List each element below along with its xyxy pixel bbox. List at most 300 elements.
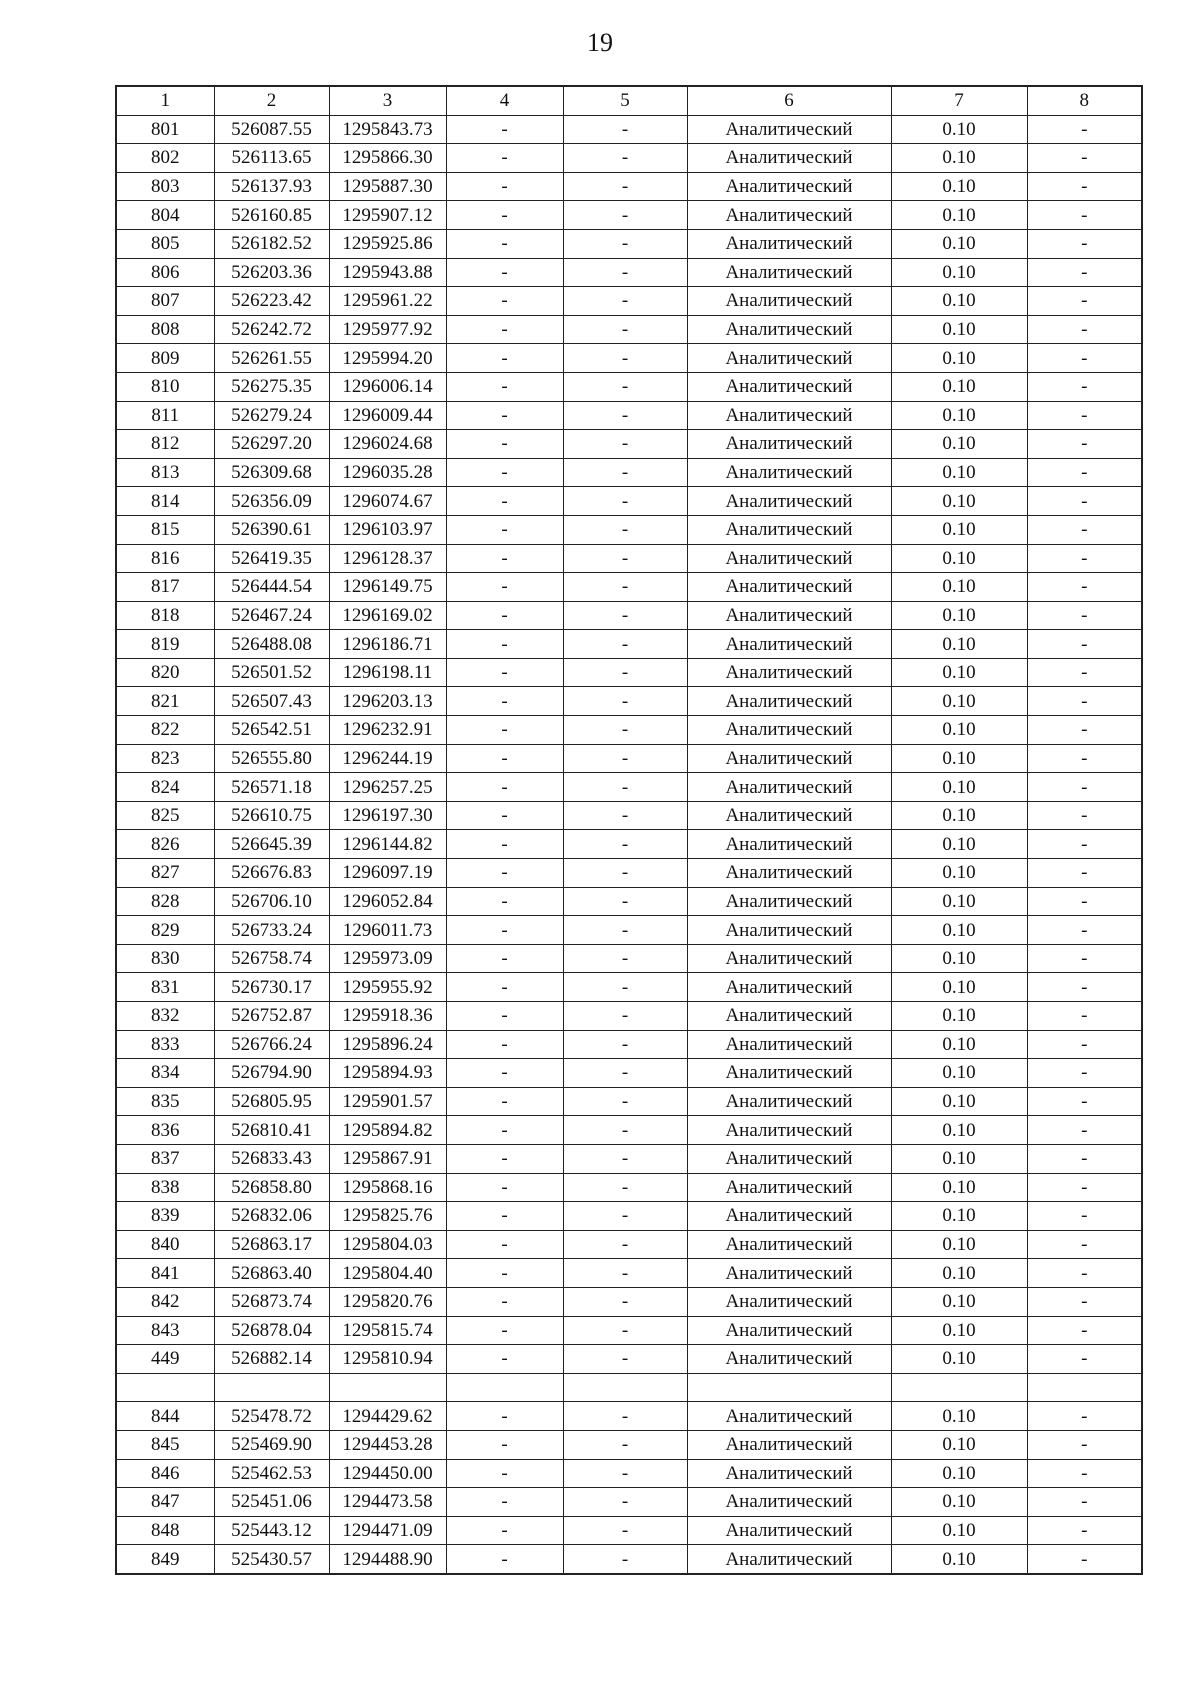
cell-col-4: - bbox=[446, 687, 563, 716]
cell-point-number: 813 bbox=[116, 458, 214, 487]
column-header-2: 2 bbox=[214, 86, 329, 115]
cell-x-coordinate: 526810.41 bbox=[214, 1116, 329, 1145]
cell-y-coordinate: 1295894.93 bbox=[329, 1059, 446, 1088]
cell-col-4: - bbox=[446, 601, 563, 630]
cell-accuracy: 0.10 bbox=[891, 1230, 1027, 1259]
cell-col-8: - bbox=[1027, 401, 1142, 430]
cell-point-number: 806 bbox=[116, 258, 214, 287]
cell-point-number: 801 bbox=[116, 115, 214, 144]
cell-col-8: - bbox=[1027, 1488, 1142, 1517]
cell-col-5: - bbox=[563, 1202, 687, 1231]
cell-col-8: - bbox=[1027, 916, 1142, 945]
cell-y-coordinate: 1296074.67 bbox=[329, 487, 446, 516]
cell-point-number: 849 bbox=[116, 1545, 214, 1574]
cell-x-coordinate: 526873.74 bbox=[214, 1287, 329, 1316]
cell-point-number: 827 bbox=[116, 859, 214, 888]
cell-y-coordinate: 1294453.28 bbox=[329, 1430, 446, 1459]
cell-method: Аналитический bbox=[687, 1059, 891, 1088]
table-row bbox=[116, 344, 1142, 373]
table-row bbox=[116, 973, 1142, 1002]
cell-accuracy: 0.10 bbox=[891, 144, 1027, 173]
cell-col-5: - bbox=[563, 1402, 687, 1431]
cell-method: Аналитический bbox=[687, 887, 891, 916]
cell-col-8: - bbox=[1027, 658, 1142, 687]
cell-method: Аналитический bbox=[687, 458, 891, 487]
table-row bbox=[116, 830, 1142, 859]
cell-col-5: - bbox=[563, 916, 687, 945]
cell-col-5: - bbox=[563, 830, 687, 859]
cell-x-coordinate: 526203.36 bbox=[214, 258, 329, 287]
cell-col-8: - bbox=[1027, 573, 1142, 602]
table-row bbox=[116, 916, 1142, 945]
cell-method: Аналитический bbox=[687, 916, 891, 945]
cell-method: Аналитический bbox=[687, 1402, 891, 1431]
cell-col-5: - bbox=[563, 1316, 687, 1345]
cell-point-number: 820 bbox=[116, 658, 214, 687]
cell-col-4: - bbox=[446, 430, 563, 459]
cell-y-coordinate: 1295896.24 bbox=[329, 1030, 446, 1059]
cell-x-coordinate: 526794.90 bbox=[214, 1059, 329, 1088]
cell-point-number: 818 bbox=[116, 601, 214, 630]
cell-y-coordinate: 1294429.62 bbox=[329, 1402, 446, 1431]
cell-accuracy: 0.10 bbox=[891, 1345, 1027, 1374]
cell-accuracy: 0.10 bbox=[891, 544, 1027, 573]
cell-col-5: - bbox=[563, 487, 687, 516]
cell-point-number: 830 bbox=[116, 944, 214, 973]
cell-col-5: - bbox=[563, 773, 687, 802]
cell-accuracy: 0.10 bbox=[891, 944, 1027, 973]
cell-x-coordinate: 526733.24 bbox=[214, 916, 329, 945]
cell-col-4: - bbox=[446, 630, 563, 659]
cell-col-8: - bbox=[1027, 944, 1142, 973]
cell-col-8: - bbox=[1027, 716, 1142, 745]
cell-accuracy: 0.10 bbox=[891, 1545, 1027, 1574]
cell-y-coordinate: 1296052.84 bbox=[329, 887, 446, 916]
cell-col-4: - bbox=[446, 258, 563, 287]
cell-accuracy: 0.10 bbox=[891, 1430, 1027, 1459]
table-row bbox=[116, 1030, 1142, 1059]
cell-col-4 bbox=[446, 1373, 563, 1402]
table-row bbox=[116, 1402, 1142, 1431]
table-row bbox=[116, 630, 1142, 659]
cell-x-coordinate: 526645.39 bbox=[214, 830, 329, 859]
cell-col-4: - bbox=[446, 1316, 563, 1345]
cell-col-4: - bbox=[446, 716, 563, 745]
cell-col-4: - bbox=[446, 1087, 563, 1116]
cell-y-coordinate: 1295961.22 bbox=[329, 287, 446, 316]
cell-x-coordinate: 526261.55 bbox=[214, 344, 329, 373]
cell-col-5: - bbox=[563, 1230, 687, 1259]
column-header-8: 8 bbox=[1027, 86, 1142, 115]
table-row bbox=[116, 716, 1142, 745]
cell-col-8: - bbox=[1027, 1545, 1142, 1574]
cell-x-coordinate: 526858.80 bbox=[214, 1173, 329, 1202]
cell-accuracy: 0.10 bbox=[891, 1259, 1027, 1288]
cell-col-5: - bbox=[563, 1516, 687, 1545]
cell-x-coordinate: 525443.12 bbox=[214, 1516, 329, 1545]
cell-col-8: - bbox=[1027, 201, 1142, 230]
table-row bbox=[116, 1087, 1142, 1116]
table-row bbox=[116, 372, 1142, 401]
cell-point-number: 808 bbox=[116, 315, 214, 344]
cell-accuracy: 0.10 bbox=[891, 830, 1027, 859]
cell-point-number: 842 bbox=[116, 1287, 214, 1316]
cell-accuracy: 0.10 bbox=[891, 973, 1027, 1002]
cell-y-coordinate: 1295887.30 bbox=[329, 172, 446, 201]
cell-y-coordinate: 1295815.74 bbox=[329, 1316, 446, 1345]
cell-col-8: - bbox=[1027, 1402, 1142, 1431]
cell-point-number: 839 bbox=[116, 1202, 214, 1231]
cell-x-coordinate: 526610.75 bbox=[214, 801, 329, 830]
table-row bbox=[116, 1345, 1142, 1374]
cell-method: Аналитический bbox=[687, 229, 891, 258]
cell-x-coordinate: 526752.87 bbox=[214, 1002, 329, 1031]
cell-col-4: - bbox=[446, 229, 563, 258]
table-row bbox=[116, 544, 1142, 573]
cell-x-coordinate: 525462.53 bbox=[214, 1459, 329, 1488]
table-row bbox=[116, 1116, 1142, 1145]
cell-point-number: 821 bbox=[116, 687, 214, 716]
cell-method: Аналитический bbox=[687, 115, 891, 144]
cell-col-5: - bbox=[563, 1459, 687, 1488]
table-row bbox=[116, 172, 1142, 201]
cell-col-4: - bbox=[446, 773, 563, 802]
cell-col-5: - bbox=[563, 401, 687, 430]
cell-accuracy: 0.10 bbox=[891, 372, 1027, 401]
cell-x-coordinate: 526137.93 bbox=[214, 172, 329, 201]
cell-col-4: - bbox=[446, 1459, 563, 1488]
cell-col-8: - bbox=[1027, 172, 1142, 201]
table-row bbox=[116, 458, 1142, 487]
cell-col-5: - bbox=[563, 1259, 687, 1288]
cell-method: Аналитический bbox=[687, 344, 891, 373]
cell-col-5: - bbox=[563, 1030, 687, 1059]
cell-method: Аналитический bbox=[687, 287, 891, 316]
column-header-3: 3 bbox=[329, 86, 446, 115]
cell-accuracy: 0.10 bbox=[891, 630, 1027, 659]
cell-y-coordinate: 1295820.76 bbox=[329, 1287, 446, 1316]
cell-col-4: - bbox=[446, 744, 563, 773]
cell-x-coordinate: 526882.14 bbox=[214, 1345, 329, 1374]
cell-x-coordinate: 526242.72 bbox=[214, 315, 329, 344]
cell-point-number: 828 bbox=[116, 887, 214, 916]
table-header bbox=[116, 86, 1142, 115]
table-row bbox=[116, 401, 1142, 430]
cell-accuracy: 0.10 bbox=[891, 573, 1027, 602]
cell-accuracy: 0.10 bbox=[891, 315, 1027, 344]
table-row bbox=[116, 287, 1142, 316]
cell-col-8: - bbox=[1027, 687, 1142, 716]
cell-y-coordinate: 1296144.82 bbox=[329, 830, 446, 859]
cell-y-coordinate: 1296103.97 bbox=[329, 515, 446, 544]
cell-col-5: - bbox=[563, 859, 687, 888]
cell-x-coordinate: 526182.52 bbox=[214, 229, 329, 258]
cell-point-number: 845 bbox=[116, 1430, 214, 1459]
cell-col-4: - bbox=[446, 515, 563, 544]
cell-accuracy: 0.10 bbox=[891, 601, 1027, 630]
table-row bbox=[116, 1173, 1142, 1202]
cell-point-number: 843 bbox=[116, 1316, 214, 1345]
cell-col-8: - bbox=[1027, 1002, 1142, 1031]
cell-y-coordinate: 1296011.73 bbox=[329, 916, 446, 945]
cell-col-5: - bbox=[563, 344, 687, 373]
cell-method: Аналитический bbox=[687, 944, 891, 973]
cell-point-number: 824 bbox=[116, 773, 214, 802]
cell-x-coordinate: 526863.17 bbox=[214, 1230, 329, 1259]
cell-col-4: - bbox=[446, 859, 563, 888]
cell-accuracy: 0.10 bbox=[891, 916, 1027, 945]
cell-point-number: 807 bbox=[116, 287, 214, 316]
cell-point-number: 832 bbox=[116, 1002, 214, 1031]
cell-col-4: - bbox=[446, 1059, 563, 1088]
cell-col-5: - bbox=[563, 801, 687, 830]
cell-x-coordinate: 526444.54 bbox=[214, 573, 329, 602]
cell-point-number: 834 bbox=[116, 1059, 214, 1088]
cell-method: Аналитический bbox=[687, 1173, 891, 1202]
cell-accuracy: 0.10 bbox=[891, 887, 1027, 916]
cell-x-coordinate: 526087.55 bbox=[214, 115, 329, 144]
cell-point-number: 848 bbox=[116, 1516, 214, 1545]
cell-x-coordinate: 526571.18 bbox=[214, 773, 329, 802]
cell-col-8: - bbox=[1027, 144, 1142, 173]
cell-col-8: - bbox=[1027, 315, 1142, 344]
table-row bbox=[116, 773, 1142, 802]
cell-col-4: - bbox=[446, 1516, 563, 1545]
cell-point-number: 812 bbox=[116, 430, 214, 459]
cell-col-4: - bbox=[446, 1202, 563, 1231]
cell-col-5: - bbox=[563, 515, 687, 544]
cell-y-coordinate: 1295994.20 bbox=[329, 344, 446, 373]
cell-col-8: - bbox=[1027, 544, 1142, 573]
cell-col-8: - bbox=[1027, 1430, 1142, 1459]
cell-col-5: - bbox=[563, 973, 687, 1002]
cell-method: Аналитический bbox=[687, 1030, 891, 1059]
cell-point-number: 819 bbox=[116, 630, 214, 659]
cell-col-8: - bbox=[1027, 1316, 1142, 1345]
cell-y-coordinate: 1295867.91 bbox=[329, 1144, 446, 1173]
cell-col-5: - bbox=[563, 887, 687, 916]
cell-y-coordinate: 1295943.88 bbox=[329, 258, 446, 287]
cell-x-coordinate: 525451.06 bbox=[214, 1488, 329, 1517]
table-row bbox=[116, 1459, 1142, 1488]
cell-y-coordinate: 1295925.86 bbox=[329, 229, 446, 258]
cell-point-number: 810 bbox=[116, 372, 214, 401]
cell-col-4: - bbox=[446, 1116, 563, 1145]
cell-accuracy: 0.10 bbox=[891, 1002, 1027, 1031]
table-row bbox=[116, 144, 1142, 173]
cell-y-coordinate: 1296198.11 bbox=[329, 658, 446, 687]
cell-point-number: 841 bbox=[116, 1259, 214, 1288]
cell-col-5: - bbox=[563, 372, 687, 401]
cell-col-5: - bbox=[563, 573, 687, 602]
cell-point-number: 844 bbox=[116, 1402, 214, 1431]
cell-col-4: - bbox=[446, 1230, 563, 1259]
cell-method: Аналитический bbox=[687, 1287, 891, 1316]
cell-col-5: - bbox=[563, 944, 687, 973]
cell-x-coordinate: 526833.43 bbox=[214, 1144, 329, 1173]
cell-x-coordinate: 526467.24 bbox=[214, 601, 329, 630]
cell-method: Аналитический bbox=[687, 630, 891, 659]
cell-col-8: - bbox=[1027, 515, 1142, 544]
column-header-6: 6 bbox=[687, 86, 891, 115]
cell-point-number: 836 bbox=[116, 1116, 214, 1145]
table-row bbox=[116, 1230, 1142, 1259]
cell-accuracy: 0.10 bbox=[891, 287, 1027, 316]
table-row bbox=[116, 687, 1142, 716]
cell-col-8: - bbox=[1027, 1516, 1142, 1545]
table-row bbox=[116, 658, 1142, 687]
cell-point-number: 803 bbox=[116, 172, 214, 201]
cell-point-number: 823 bbox=[116, 744, 214, 773]
cell-x-coordinate: 526555.80 bbox=[214, 744, 329, 773]
cell-y-coordinate: 1296232.91 bbox=[329, 716, 446, 745]
cell-y-coordinate: 1295973.09 bbox=[329, 944, 446, 973]
cell-y-coordinate: 1295868.16 bbox=[329, 1173, 446, 1202]
cell-col-8: - bbox=[1027, 601, 1142, 630]
cell-col-8: - bbox=[1027, 344, 1142, 373]
cell-method: Аналитический bbox=[687, 1430, 891, 1459]
cell-col-5: - bbox=[563, 201, 687, 230]
cell-col-5: - bbox=[563, 1488, 687, 1517]
table-row bbox=[116, 115, 1142, 144]
cell-col-4: - bbox=[446, 830, 563, 859]
cell-col-8: - bbox=[1027, 1345, 1142, 1374]
table-row bbox=[116, 201, 1142, 230]
cell-method: Аналитический bbox=[687, 773, 891, 802]
cell-method: Аналитический bbox=[687, 801, 891, 830]
cell-col-5: - bbox=[563, 1287, 687, 1316]
cell-col-4: - bbox=[446, 916, 563, 945]
cell-method: Аналитический bbox=[687, 172, 891, 201]
cell-point-number: 822 bbox=[116, 716, 214, 745]
cell-method: Аналитический bbox=[687, 601, 891, 630]
cell-y-coordinate: 1295907.12 bbox=[329, 201, 446, 230]
cell-method: Аналитический bbox=[687, 1545, 891, 1574]
cell-col-5: - bbox=[563, 544, 687, 573]
cell-y-coordinate: 1296244.19 bbox=[329, 744, 446, 773]
table-row bbox=[116, 1059, 1142, 1088]
cell-point-number: 826 bbox=[116, 830, 214, 859]
cell-col-8: - bbox=[1027, 859, 1142, 888]
table-row bbox=[116, 258, 1142, 287]
cell-method: Аналитический bbox=[687, 258, 891, 287]
cell-col-8: - bbox=[1027, 115, 1142, 144]
cell-x-coordinate bbox=[214, 1373, 329, 1402]
table-row bbox=[116, 1488, 1142, 1517]
cell-accuracy: 0.10 bbox=[891, 401, 1027, 430]
cell-method: Аналитический bbox=[687, 401, 891, 430]
cell-col-8: - bbox=[1027, 830, 1142, 859]
table-row bbox=[116, 573, 1142, 602]
cell-accuracy: 0.10 bbox=[891, 1116, 1027, 1145]
cell-y-coordinate: 1296197.30 bbox=[329, 801, 446, 830]
cell-col-5: - bbox=[563, 630, 687, 659]
cell-col-4: - bbox=[446, 458, 563, 487]
cell-col-5: - bbox=[563, 716, 687, 745]
cell-x-coordinate: 525430.57 bbox=[214, 1545, 329, 1574]
cell-col-4: - bbox=[446, 287, 563, 316]
cell-col-4: - bbox=[446, 401, 563, 430]
cell-accuracy: 0.10 bbox=[891, 773, 1027, 802]
cell-y-coordinate: 1295843.73 bbox=[329, 115, 446, 144]
table-row bbox=[116, 601, 1142, 630]
cell-col-4: - bbox=[446, 1545, 563, 1574]
cell-x-coordinate: 526297.20 bbox=[214, 430, 329, 459]
cell-x-coordinate: 526501.52 bbox=[214, 658, 329, 687]
table-row bbox=[116, 430, 1142, 459]
table-row bbox=[116, 1430, 1142, 1459]
cell-accuracy: 0.10 bbox=[891, 1287, 1027, 1316]
cell-accuracy: 0.10 bbox=[891, 458, 1027, 487]
cell-y-coordinate: 1296009.44 bbox=[329, 401, 446, 430]
cell-x-coordinate: 526758.74 bbox=[214, 944, 329, 973]
cell-point-number: 449 bbox=[116, 1345, 214, 1374]
table-body bbox=[116, 115, 1142, 1574]
cell-y-coordinate: 1296169.02 bbox=[329, 601, 446, 630]
cell-col-5: - bbox=[563, 1144, 687, 1173]
cell-method: Аналитический bbox=[687, 1116, 891, 1145]
table-row bbox=[116, 1516, 1142, 1545]
cell-accuracy: 0.10 bbox=[891, 1202, 1027, 1231]
cell-method: Аналитический bbox=[687, 1316, 891, 1345]
cell-col-4: - bbox=[446, 372, 563, 401]
cell-method: Аналитический bbox=[687, 1144, 891, 1173]
cell-col-5: - bbox=[563, 1059, 687, 1088]
table-row bbox=[116, 1144, 1142, 1173]
cell-col-8: - bbox=[1027, 887, 1142, 916]
cell-col-8: - bbox=[1027, 744, 1142, 773]
cell-col-4: - bbox=[446, 1173, 563, 1202]
cell-method: Аналитический bbox=[687, 144, 891, 173]
cell-col-4: - bbox=[446, 1430, 563, 1459]
cell-point-number: 829 bbox=[116, 916, 214, 945]
coordinates-table bbox=[115, 85, 1143, 1575]
cell-method: Аналитический bbox=[687, 716, 891, 745]
cell-col-5: - bbox=[563, 658, 687, 687]
table-row bbox=[116, 515, 1142, 544]
cell-point-number: 846 bbox=[116, 1459, 214, 1488]
cell-col-8: - bbox=[1027, 1144, 1142, 1173]
cell-x-coordinate: 525478.72 bbox=[214, 1402, 329, 1431]
cell-col-8: - bbox=[1027, 487, 1142, 516]
cell-y-coordinate: 1294471.09 bbox=[329, 1516, 446, 1545]
cell-accuracy: 0.10 bbox=[891, 229, 1027, 258]
cell-accuracy: 0.10 bbox=[891, 859, 1027, 888]
cell-col-8: - bbox=[1027, 1287, 1142, 1316]
cell-col-5 bbox=[563, 1373, 687, 1402]
cell-col-5: - bbox=[563, 1002, 687, 1031]
table-row bbox=[116, 1259, 1142, 1288]
cell-col-5: - bbox=[563, 315, 687, 344]
cell-accuracy: 0.10 bbox=[891, 1488, 1027, 1517]
cell-col-4: - bbox=[446, 1144, 563, 1173]
cell-point-number: 833 bbox=[116, 1030, 214, 1059]
cell-method: Аналитический bbox=[687, 1202, 891, 1231]
table-row bbox=[116, 887, 1142, 916]
cell-method: Аналитический bbox=[687, 1002, 891, 1031]
cell-col-5: - bbox=[563, 1173, 687, 1202]
cell-point-number: 804 bbox=[116, 201, 214, 230]
cell-accuracy: 0.10 bbox=[891, 1144, 1027, 1173]
cell-point-number bbox=[116, 1373, 214, 1402]
cell-x-coordinate: 526766.24 bbox=[214, 1030, 329, 1059]
cell-col-4: - bbox=[446, 144, 563, 173]
cell-y-coordinate: 1294488.90 bbox=[329, 1545, 446, 1574]
cell-col-5: - bbox=[563, 287, 687, 316]
cell-col-8: - bbox=[1027, 1116, 1142, 1145]
cell-col-8 bbox=[1027, 1373, 1142, 1402]
table-row bbox=[116, 487, 1142, 516]
